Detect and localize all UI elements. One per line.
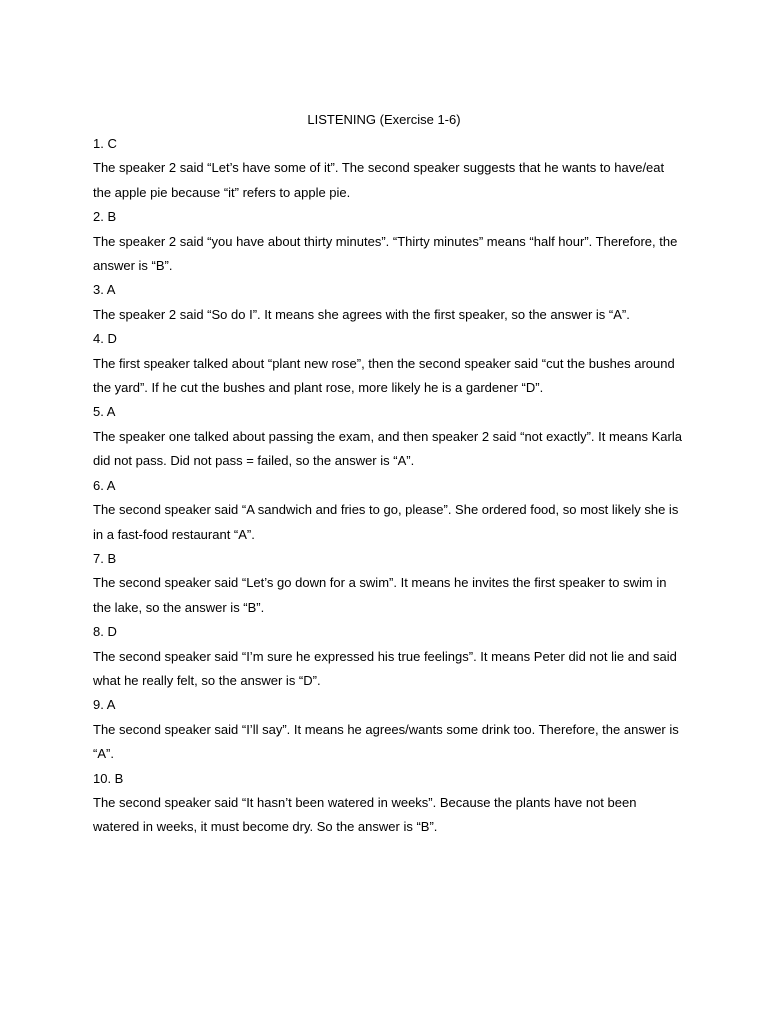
answer-item-5 bbox=[93, 400, 683, 473]
answer-explanation: The second speaker said “A sandwich and fries to go, please”. She ordered food, so most likely she is in a fast-food restaurant “A”. bbox=[93, 502, 679, 542]
answer-explanation: The second speaker said “I’ll say”. It means he agrees/wants some drink too. Therefore, the answer is “A”. bbox=[93, 721, 679, 762]
answer-explanation: The speaker 2 said “Let’s have some of it”. The second speaker suggests that he wants to have/eat the apple pie because “it” refers to apple pie. bbox=[93, 160, 665, 200]
answer-item-3 bbox=[93, 278, 683, 327]
answer-list bbox=[93, 132, 683, 840]
answer-item-1 bbox=[93, 132, 683, 205]
page-title: LISTENING (Exercise 1-6) bbox=[307, 112, 461, 127]
answer-number: 3. A bbox=[93, 282, 116, 298]
answer-item-4 bbox=[93, 327, 683, 400]
answer-item-9 bbox=[93, 693, 683, 766]
answer-item-10 bbox=[93, 767, 683, 840]
answer-explanation: The speaker 2 said “So do I”. It means she agrees with the first speaker, so the answer is “A”. bbox=[93, 306, 630, 322]
answer-explanation: The second speaker said “I’m sure he expressed his true feelings”. It means Peter did not lie and said what he really felt, so the answer is “D”. bbox=[93, 648, 677, 688]
answer-item-6 bbox=[93, 474, 683, 547]
answer-item-7 bbox=[93, 547, 683, 620]
answer-number: 10. B bbox=[93, 770, 124, 786]
answer-explanation: The second speaker said “It hasn’t been watered in weeks”. Because the plants have not been watered in weeks, it must become dry. So the answer is “B”. bbox=[93, 794, 637, 835]
answer-explanation: The first speaker talked about “plant new rose”, then the second speaker said “cut the bushes around the yard”. If he cut the bushes and plant rose, more likely he is a gardener “D”. bbox=[93, 355, 675, 396]
answer-number: 4. D bbox=[93, 331, 117, 347]
answer-explanation: The second speaker said “Let’s go down for a swim”. It means he invites the first speaker to swim in the lake, so the answer is “B”. bbox=[93, 575, 667, 615]
answer-number: 1. C bbox=[93, 136, 117, 151]
answer-item-2 bbox=[93, 205, 683, 278]
answer-number: 7. B bbox=[93, 550, 117, 566]
answer-number: 2. B bbox=[93, 209, 117, 225]
answer-item-8 bbox=[93, 620, 683, 693]
answer-explanation: The speaker one talked about passing the exam, and then speaker 2 said “not exactly”. It means Karla did not pass. Did not pass = failed, so the answer is “A”. bbox=[93, 428, 682, 469]
answer-number: 8. D bbox=[93, 624, 117, 640]
answer-number: 9. A bbox=[93, 697, 116, 713]
answer-number: 6. A bbox=[93, 477, 116, 493]
answer-explanation: The speaker 2 said “you have about thirty minutes”. “Thirty minutes” means “half hour”. Therefore, the answer is “B”. bbox=[93, 233, 678, 274]
answer-number: 5. A bbox=[93, 404, 116, 420]
